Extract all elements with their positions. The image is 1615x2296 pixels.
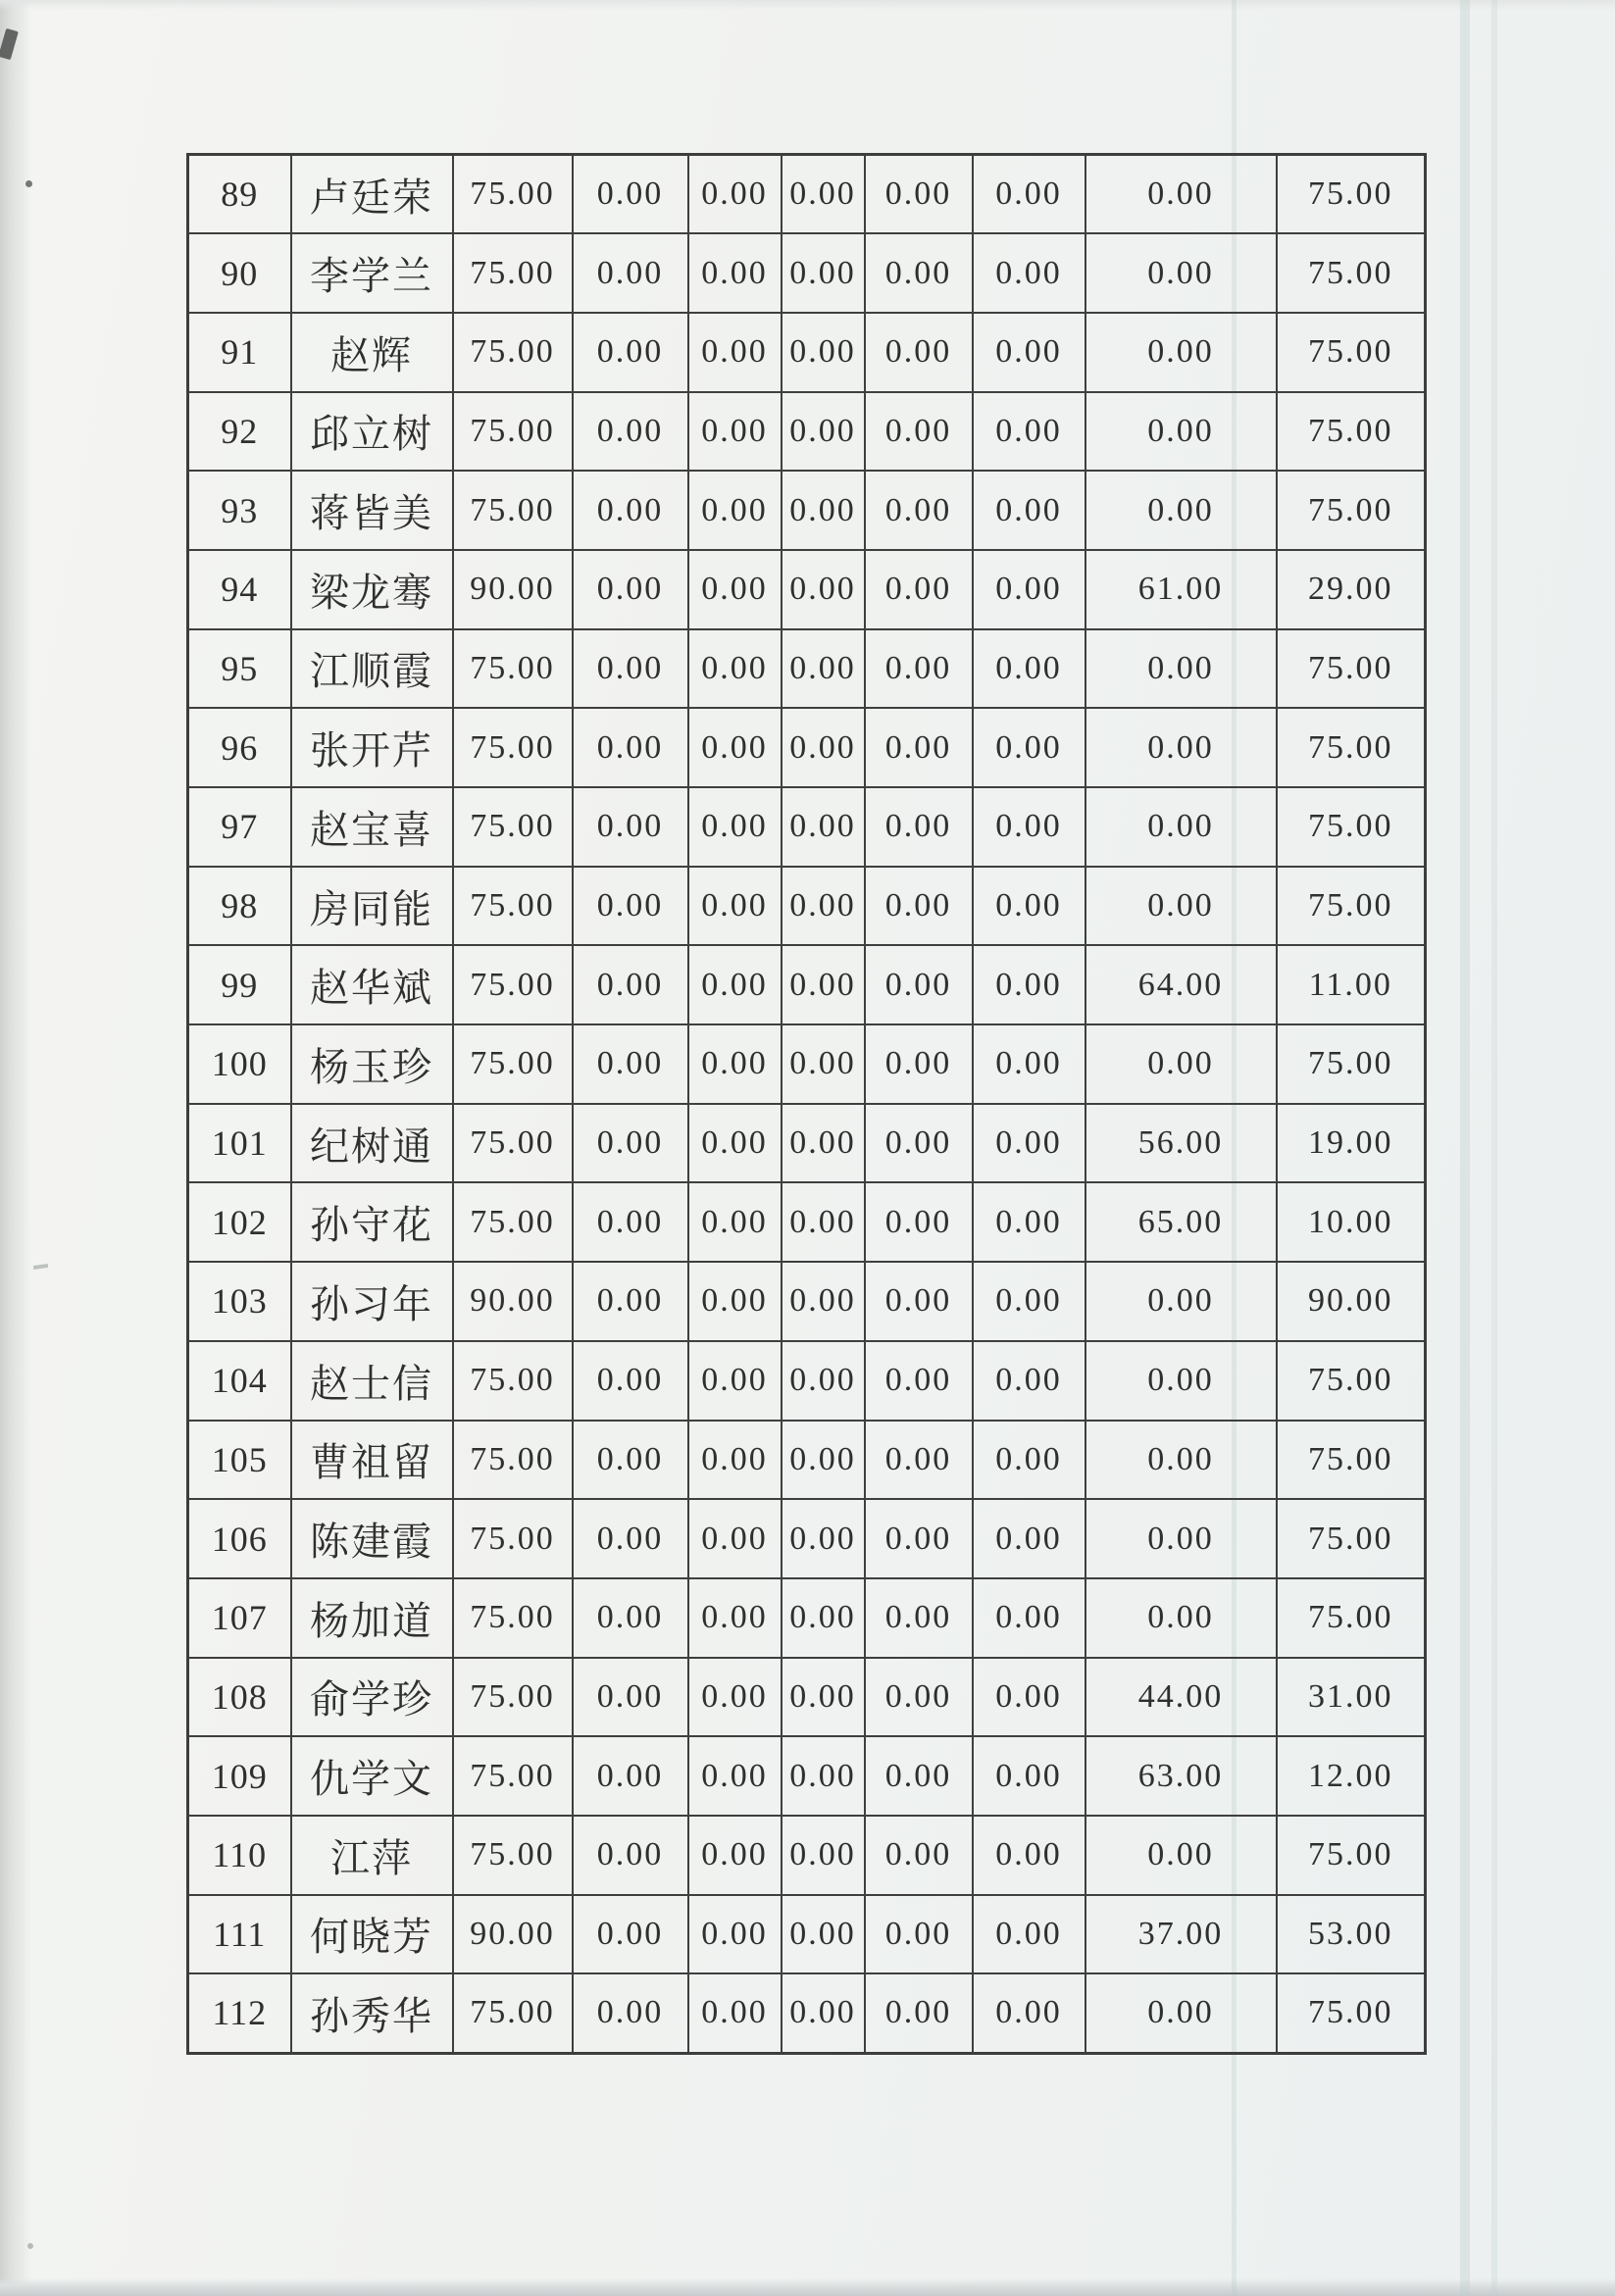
table-row (188, 1341, 1426, 1421)
value-cell: 75.00 (453, 233, 573, 313)
row-number-cell: 97 (188, 787, 291, 867)
value-cell: 0.00 (973, 1024, 1085, 1104)
table-row (188, 1736, 1426, 1816)
value-cell: 75.00 (453, 1658, 573, 1737)
value-cell: 75.00 (1277, 1973, 1426, 2053)
name-cell: 孙习年 (291, 1262, 453, 1341)
name-cell: 杨玉珍 (291, 1024, 453, 1104)
value-cell: 0.00 (573, 1262, 688, 1341)
value-cell: 0.00 (973, 550, 1085, 629)
table-row (188, 1262, 1426, 1341)
value-cell: 0.00 (973, 1341, 1085, 1421)
value-cell: 0.00 (782, 1182, 865, 1262)
value-cell: 11.00 (1277, 945, 1426, 1024)
value-cell: 75.00 (1277, 1024, 1426, 1104)
row-number-cell: 110 (188, 1816, 291, 1895)
value-cell: 0.00 (1085, 313, 1277, 392)
value-cell: 64.00 (1085, 945, 1277, 1024)
row-number-cell: 112 (188, 1973, 291, 2053)
value-cell: 0.00 (573, 787, 688, 867)
table-row (188, 392, 1426, 472)
value-cell: 0.00 (782, 392, 865, 472)
value-cell: 0.00 (865, 1104, 973, 1183)
value-cell: 75.00 (453, 708, 573, 787)
value-cell: 0.00 (688, 1182, 782, 1262)
value-cell: 10.00 (1277, 1182, 1426, 1262)
value-cell: 0.00 (865, 1736, 973, 1816)
value-cell: 75.00 (453, 867, 573, 946)
name-cell: 赵辉 (291, 313, 453, 392)
value-cell: 0.00 (573, 1421, 688, 1500)
value-cell: 0.00 (782, 629, 865, 709)
row-number-cell: 107 (188, 1578, 291, 1658)
value-cell: 0.00 (688, 392, 782, 472)
value-cell: 0.00 (573, 313, 688, 392)
table-row (188, 1499, 1426, 1578)
value-cell: 75.00 (1277, 629, 1426, 709)
value-cell: 0.00 (782, 1262, 865, 1341)
value-cell: 0.00 (973, 945, 1085, 1024)
value-cell: 0.00 (688, 550, 782, 629)
value-cell: 0.00 (865, 1973, 973, 2053)
value-cell: 0.00 (865, 1578, 973, 1658)
value-cell: 0.00 (865, 867, 973, 946)
table-row (188, 313, 1426, 392)
value-cell: 37.00 (1085, 1895, 1277, 1974)
value-cell: 0.00 (688, 708, 782, 787)
value-cell: 0.00 (973, 1499, 1085, 1578)
value-cell: 12.00 (1277, 1736, 1426, 1816)
scan-edge-top (0, 0, 1615, 10)
table-row (188, 1104, 1426, 1183)
table-row (188, 787, 1426, 867)
value-cell: 0.00 (973, 787, 1085, 867)
value-cell: 0.00 (973, 1895, 1085, 1974)
value-cell: 75.00 (453, 1421, 573, 1500)
value-cell: 0.00 (688, 1578, 782, 1658)
value-cell: 0.00 (688, 471, 782, 550)
value-cell: 0.00 (865, 233, 973, 313)
value-cell: 0.00 (688, 1895, 782, 1974)
value-cell: 0.00 (865, 392, 973, 472)
value-cell: 0.00 (688, 787, 782, 867)
value-cell: 0.00 (973, 1658, 1085, 1737)
value-cell: 75.00 (1277, 708, 1426, 787)
value-cell: 0.00 (782, 155, 865, 234)
row-number-cell: 90 (188, 233, 291, 313)
value-cell: 0.00 (782, 1973, 865, 2053)
name-cell: 蒋皆美 (291, 471, 453, 550)
value-cell: 0.00 (1085, 155, 1277, 234)
value-cell: 75.00 (1277, 1816, 1426, 1895)
value-cell: 0.00 (1085, 867, 1277, 946)
value-cell: 75.00 (1277, 313, 1426, 392)
value-cell: 0.00 (782, 1499, 865, 1578)
value-cell: 0.00 (973, 313, 1085, 392)
table-row (188, 1973, 1426, 2053)
table-row (188, 1024, 1426, 1104)
value-cell: 0.00 (573, 1736, 688, 1816)
name-cell: 赵士信 (291, 1341, 453, 1421)
table-row (188, 708, 1426, 787)
value-cell: 0.00 (688, 945, 782, 1024)
scan-edge-left (0, 0, 31, 2296)
value-cell: 0.00 (865, 1024, 973, 1104)
row-number-cell: 106 (188, 1499, 291, 1578)
value-cell: 65.00 (1085, 1182, 1277, 1262)
value-cell: 0.00 (573, 1499, 688, 1578)
value-cell: 0.00 (973, 392, 1085, 472)
row-number-cell: 101 (188, 1104, 291, 1183)
value-cell: 0.00 (782, 550, 865, 629)
value-cell: 0.00 (782, 945, 865, 1024)
name-cell: 李学兰 (291, 233, 453, 313)
row-number-cell: 98 (188, 867, 291, 946)
row-number-cell: 92 (188, 392, 291, 472)
value-cell: 0.00 (688, 1736, 782, 1816)
value-cell: 0.00 (573, 1024, 688, 1104)
value-cell: 75.00 (1277, 471, 1426, 550)
value-cell: 0.00 (1085, 708, 1277, 787)
name-cell: 俞学珍 (291, 1658, 453, 1737)
value-cell: 0.00 (573, 155, 688, 234)
value-cell: 0.00 (573, 550, 688, 629)
value-cell: 90.00 (453, 550, 573, 629)
value-cell: 0.00 (688, 155, 782, 234)
value-cell: 0.00 (688, 1499, 782, 1578)
row-number-cell: 94 (188, 550, 291, 629)
value-cell: 0.00 (688, 1262, 782, 1341)
value-cell: 0.00 (865, 1816, 973, 1895)
value-cell: 0.00 (688, 1973, 782, 2053)
value-cell: 0.00 (1085, 1816, 1277, 1895)
value-cell: 0.00 (865, 787, 973, 867)
fee-table (186, 153, 1427, 2055)
value-cell: 75.00 (453, 392, 573, 472)
value-cell: 75.00 (1277, 1578, 1426, 1658)
value-cell: 0.00 (573, 1816, 688, 1895)
value-cell: 0.00 (865, 629, 973, 709)
table-row (188, 233, 1426, 313)
table-row (188, 550, 1426, 629)
name-cell: 张开芹 (291, 708, 453, 787)
value-cell: 0.00 (973, 233, 1085, 313)
value-cell: 0.00 (1085, 629, 1277, 709)
value-cell: 0.00 (573, 1658, 688, 1737)
name-cell: 陈建霞 (291, 1499, 453, 1578)
value-cell: 0.00 (865, 1182, 973, 1262)
value-cell: 0.00 (688, 1421, 782, 1500)
value-cell: 0.00 (782, 1421, 865, 1500)
name-cell: 赵宝喜 (291, 787, 453, 867)
scan-streak (1491, 0, 1497, 2296)
value-cell: 0.00 (688, 233, 782, 313)
value-cell: 0.00 (1085, 471, 1277, 550)
value-cell: 75.00 (453, 471, 573, 550)
value-cell: 0.00 (573, 708, 688, 787)
value-cell: 75.00 (453, 1499, 573, 1578)
value-cell: 75.00 (453, 787, 573, 867)
value-cell: 90.00 (453, 1262, 573, 1341)
value-cell: 0.00 (973, 1182, 1085, 1262)
row-number-cell: 95 (188, 629, 291, 709)
value-cell: 56.00 (1085, 1104, 1277, 1183)
value-cell: 0.00 (973, 471, 1085, 550)
value-cell: 31.00 (1277, 1658, 1426, 1737)
value-cell: 0.00 (688, 1658, 782, 1737)
name-cell: 杨加道 (291, 1578, 453, 1658)
value-cell: 53.00 (1277, 1895, 1426, 1974)
name-cell: 邱立树 (291, 392, 453, 472)
name-cell: 梁龙骞 (291, 550, 453, 629)
value-cell: 0.00 (573, 1895, 688, 1974)
table-row (188, 155, 1426, 234)
value-cell: 75.00 (453, 945, 573, 1024)
row-number-cell: 103 (188, 1262, 291, 1341)
row-number-cell: 109 (188, 1736, 291, 1816)
table-row (188, 1578, 1426, 1658)
value-cell: 75.00 (1277, 787, 1426, 867)
value-cell: 0.00 (865, 155, 973, 234)
value-cell: 75.00 (453, 1024, 573, 1104)
value-cell: 0.00 (865, 550, 973, 629)
value-cell: 90.00 (1277, 1262, 1426, 1341)
value-cell: 0.00 (1085, 787, 1277, 867)
value-cell: 0.00 (865, 313, 973, 392)
value-cell: 0.00 (865, 1895, 973, 1974)
value-cell: 0.00 (573, 1973, 688, 2053)
row-number-cell: 99 (188, 945, 291, 1024)
name-cell: 赵华斌 (291, 945, 453, 1024)
value-cell: 0.00 (688, 1341, 782, 1421)
value-cell: 0.00 (973, 1262, 1085, 1341)
value-cell: 0.00 (782, 867, 865, 946)
value-cell: 0.00 (688, 1024, 782, 1104)
value-cell: 0.00 (573, 629, 688, 709)
value-cell: 0.00 (1085, 1973, 1277, 2053)
value-cell: 0.00 (782, 1104, 865, 1183)
value-cell: 0.00 (782, 233, 865, 313)
value-cell: 0.00 (688, 1816, 782, 1895)
value-cell: 0.00 (865, 945, 973, 1024)
value-cell: 0.00 (973, 1578, 1085, 1658)
table-row (188, 867, 1426, 946)
value-cell: 75.00 (453, 1182, 573, 1262)
value-cell: 0.00 (688, 867, 782, 946)
value-cell: 19.00 (1277, 1104, 1426, 1183)
table-row (188, 1182, 1426, 1262)
value-cell: 0.00 (782, 1658, 865, 1737)
value-cell: 0.00 (782, 313, 865, 392)
table-row (188, 945, 1426, 1024)
value-cell: 75.00 (453, 1104, 573, 1183)
value-cell: 0.00 (573, 1104, 688, 1183)
value-cell: 0.00 (1085, 233, 1277, 313)
value-cell: 75.00 (453, 1736, 573, 1816)
table-row (188, 1895, 1426, 1974)
value-cell: 75.00 (453, 1816, 573, 1895)
value-cell: 0.00 (688, 313, 782, 392)
value-cell: 0.00 (573, 471, 688, 550)
value-cell: 0.00 (782, 1578, 865, 1658)
scan-streak (1460, 0, 1470, 2296)
value-cell: 0.00 (1085, 1578, 1277, 1658)
name-cell: 江萍 (291, 1816, 453, 1895)
value-cell: 0.00 (1085, 1262, 1277, 1341)
value-cell: 0.00 (973, 629, 1085, 709)
row-number-cell: 105 (188, 1421, 291, 1500)
value-cell: 0.00 (973, 867, 1085, 946)
value-cell: 0.00 (1085, 392, 1277, 472)
scan-edge-bottom (0, 2278, 1615, 2296)
scan-speck (25, 180, 32, 187)
value-cell: 75.00 (453, 155, 573, 234)
value-cell: 0.00 (973, 1104, 1085, 1183)
table-row (188, 629, 1426, 709)
value-cell: 0.00 (782, 471, 865, 550)
value-cell: 0.00 (688, 1104, 782, 1183)
value-cell: 75.00 (453, 313, 573, 392)
value-cell: 0.00 (865, 708, 973, 787)
name-cell: 何晓芳 (291, 1895, 453, 1974)
value-cell: 90.00 (453, 1895, 573, 1974)
value-cell: 0.00 (782, 708, 865, 787)
name-cell: 孙守花 (291, 1182, 453, 1262)
name-cell: 孙秀华 (291, 1973, 453, 2053)
row-number-cell: 100 (188, 1024, 291, 1104)
value-cell: 75.00 (1277, 233, 1426, 313)
name-cell: 江顺霞 (291, 629, 453, 709)
value-cell: 75.00 (453, 629, 573, 709)
value-cell: 0.00 (865, 1421, 973, 1500)
fee-table-body (188, 155, 1426, 2054)
value-cell: 0.00 (573, 392, 688, 472)
value-cell: 0.00 (688, 629, 782, 709)
value-cell: 75.00 (1277, 1341, 1426, 1421)
value-cell: 29.00 (1277, 550, 1426, 629)
value-cell: 0.00 (973, 1421, 1085, 1500)
scan-speck (33, 1264, 48, 1270)
name-cell: 曹祖留 (291, 1421, 453, 1500)
value-cell: 0.00 (782, 1024, 865, 1104)
table-row (188, 1421, 1426, 1500)
row-number-cell: 96 (188, 708, 291, 787)
value-cell: 0.00 (865, 471, 973, 550)
value-cell: 0.00 (973, 1973, 1085, 2053)
value-cell: 63.00 (1085, 1736, 1277, 1816)
value-cell: 0.00 (865, 1262, 973, 1341)
table-row (188, 1816, 1426, 1895)
name-cell: 纪树通 (291, 1104, 453, 1183)
value-cell: 0.00 (973, 708, 1085, 787)
value-cell: 0.00 (1085, 1499, 1277, 1578)
value-cell: 61.00 (1085, 550, 1277, 629)
value-cell: 0.00 (782, 1895, 865, 1974)
value-cell: 0.00 (865, 1499, 973, 1578)
value-cell: 0.00 (573, 1578, 688, 1658)
table-row (188, 471, 1426, 550)
name-cell: 仇学文 (291, 1736, 453, 1816)
row-number-cell: 102 (188, 1182, 291, 1262)
value-cell: 0.00 (1085, 1024, 1277, 1104)
value-cell: 75.00 (1277, 1499, 1426, 1578)
value-cell: 0.00 (573, 867, 688, 946)
row-number-cell: 91 (188, 313, 291, 392)
row-number-cell: 89 (188, 155, 291, 234)
value-cell: 0.00 (782, 1736, 865, 1816)
value-cell: 75.00 (1277, 1421, 1426, 1500)
name-cell: 卢廷荣 (291, 155, 453, 234)
value-cell: 75.00 (453, 1341, 573, 1421)
value-cell: 0.00 (1085, 1341, 1277, 1421)
value-cell: 0.00 (573, 945, 688, 1024)
value-cell: 75.00 (1277, 155, 1426, 234)
value-cell: 75.00 (453, 1578, 573, 1658)
value-cell: 75.00 (1277, 392, 1426, 472)
value-cell: 0.00 (573, 1341, 688, 1421)
value-cell: 0.00 (782, 1816, 865, 1895)
value-cell: 0.00 (1085, 1421, 1277, 1500)
value-cell: 0.00 (973, 1736, 1085, 1816)
value-cell: 0.00 (973, 1816, 1085, 1895)
value-cell: 0.00 (573, 233, 688, 313)
value-cell: 0.00 (973, 155, 1085, 234)
table-row (188, 1658, 1426, 1737)
name-cell: 房同能 (291, 867, 453, 946)
row-number-cell: 104 (188, 1341, 291, 1421)
scan-speck (27, 2243, 33, 2249)
row-number-cell: 93 (188, 471, 291, 550)
value-cell: 0.00 (573, 1182, 688, 1262)
value-cell: 0.00 (865, 1341, 973, 1421)
value-cell: 75.00 (1277, 867, 1426, 946)
value-cell: 0.00 (782, 787, 865, 867)
value-cell: 75.00 (453, 1973, 573, 2053)
value-cell: 0.00 (865, 1658, 973, 1737)
value-cell: 0.00 (782, 1341, 865, 1421)
row-number-cell: 108 (188, 1658, 291, 1737)
row-number-cell: 111 (188, 1895, 291, 1974)
value-cell: 44.00 (1085, 1658, 1277, 1737)
